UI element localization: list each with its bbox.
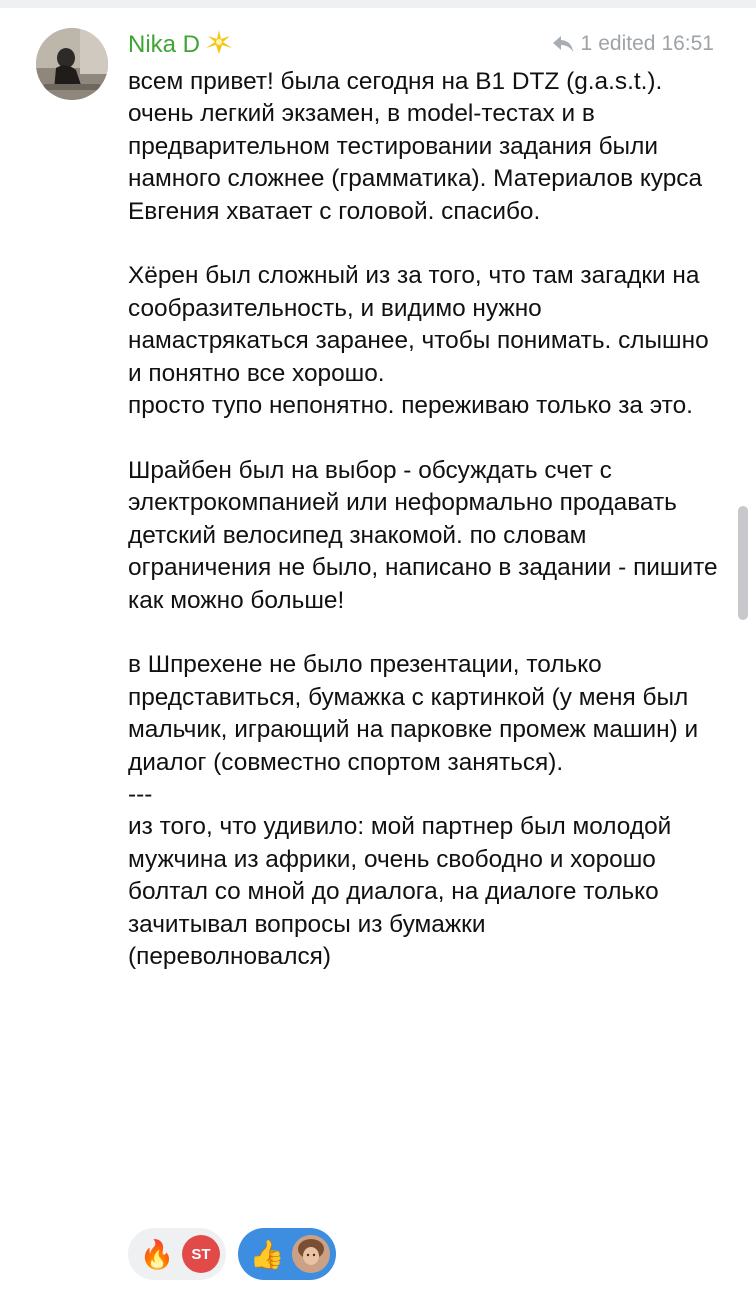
thumbs-up-emoji-icon: 👍: [249, 1238, 285, 1270]
avatar-photo-icon: [36, 28, 108, 100]
message-bubble[interactable]: [128, 26, 728, 973]
reactor-avatar-photo: [292, 1235, 330, 1273]
edited-label: edited: [598, 32, 656, 55]
previous-message-edge: [0, 0, 756, 8]
reactions-bar: [128, 1228, 336, 1280]
message-meta: [551, 32, 714, 56]
reactor-face-icon: [292, 1235, 330, 1273]
scrollbar-thumb[interactable]: [738, 506, 748, 620]
reply-arrow-icon[interactable]: [551, 34, 575, 54]
fire-emoji-icon: 🔥: [139, 1238, 175, 1270]
message-time: 16:51: [661, 32, 714, 55]
reactor-avatar-st: ST: [182, 1235, 220, 1273]
sender-avatar[interactable]: [36, 28, 108, 100]
reaction-thumbs-up[interactable]: [238, 1228, 336, 1280]
reaction-fire[interactable]: [128, 1228, 226, 1280]
message-text: всем привет! была сегодня на B1 DTZ (g.a.s.t.). очень легкий экзамен, в model-тестах и в предварительном тестировании задания были намного сложнее (грамматика). Материалов курса Евгения хватает с головой. спасибо. Хёрен был сложный из за того, что там загадки на сообразительность, и видимо нужно намастрякаться заранее, чтобы понимать. слышно и понятно все хорошо. просто тупо непонятно. переживаю только за это. Шрайбен был на выбор - обсуждать счет с электрокомпанией или неформально продавать детский велосипед знакомой. по словам ограничения не было, написано в задании - пишите как можно больше! в Шпрехене не было презентации, только представиться, бумажка с картинкой (у меня был мальчик, играющий на парковке промеж машин) и диалог (совместно спортом заняться). --- из того, что удивило: мой партнер был молодой мужчина из африки, очень свободно и хорошо болтал со мной до диалога, на диалоге только зачитывал вопросы из бумажки (переволновался): [128, 68, 718, 970]
reply-count[interactable]: 1: [580, 32, 593, 55]
sender-name-text: Nika D: [128, 31, 201, 58]
sender-name[interactable]: [128, 28, 236, 63]
message-header: [128, 26, 728, 66]
sparkle-icon: [202, 28, 236, 63]
